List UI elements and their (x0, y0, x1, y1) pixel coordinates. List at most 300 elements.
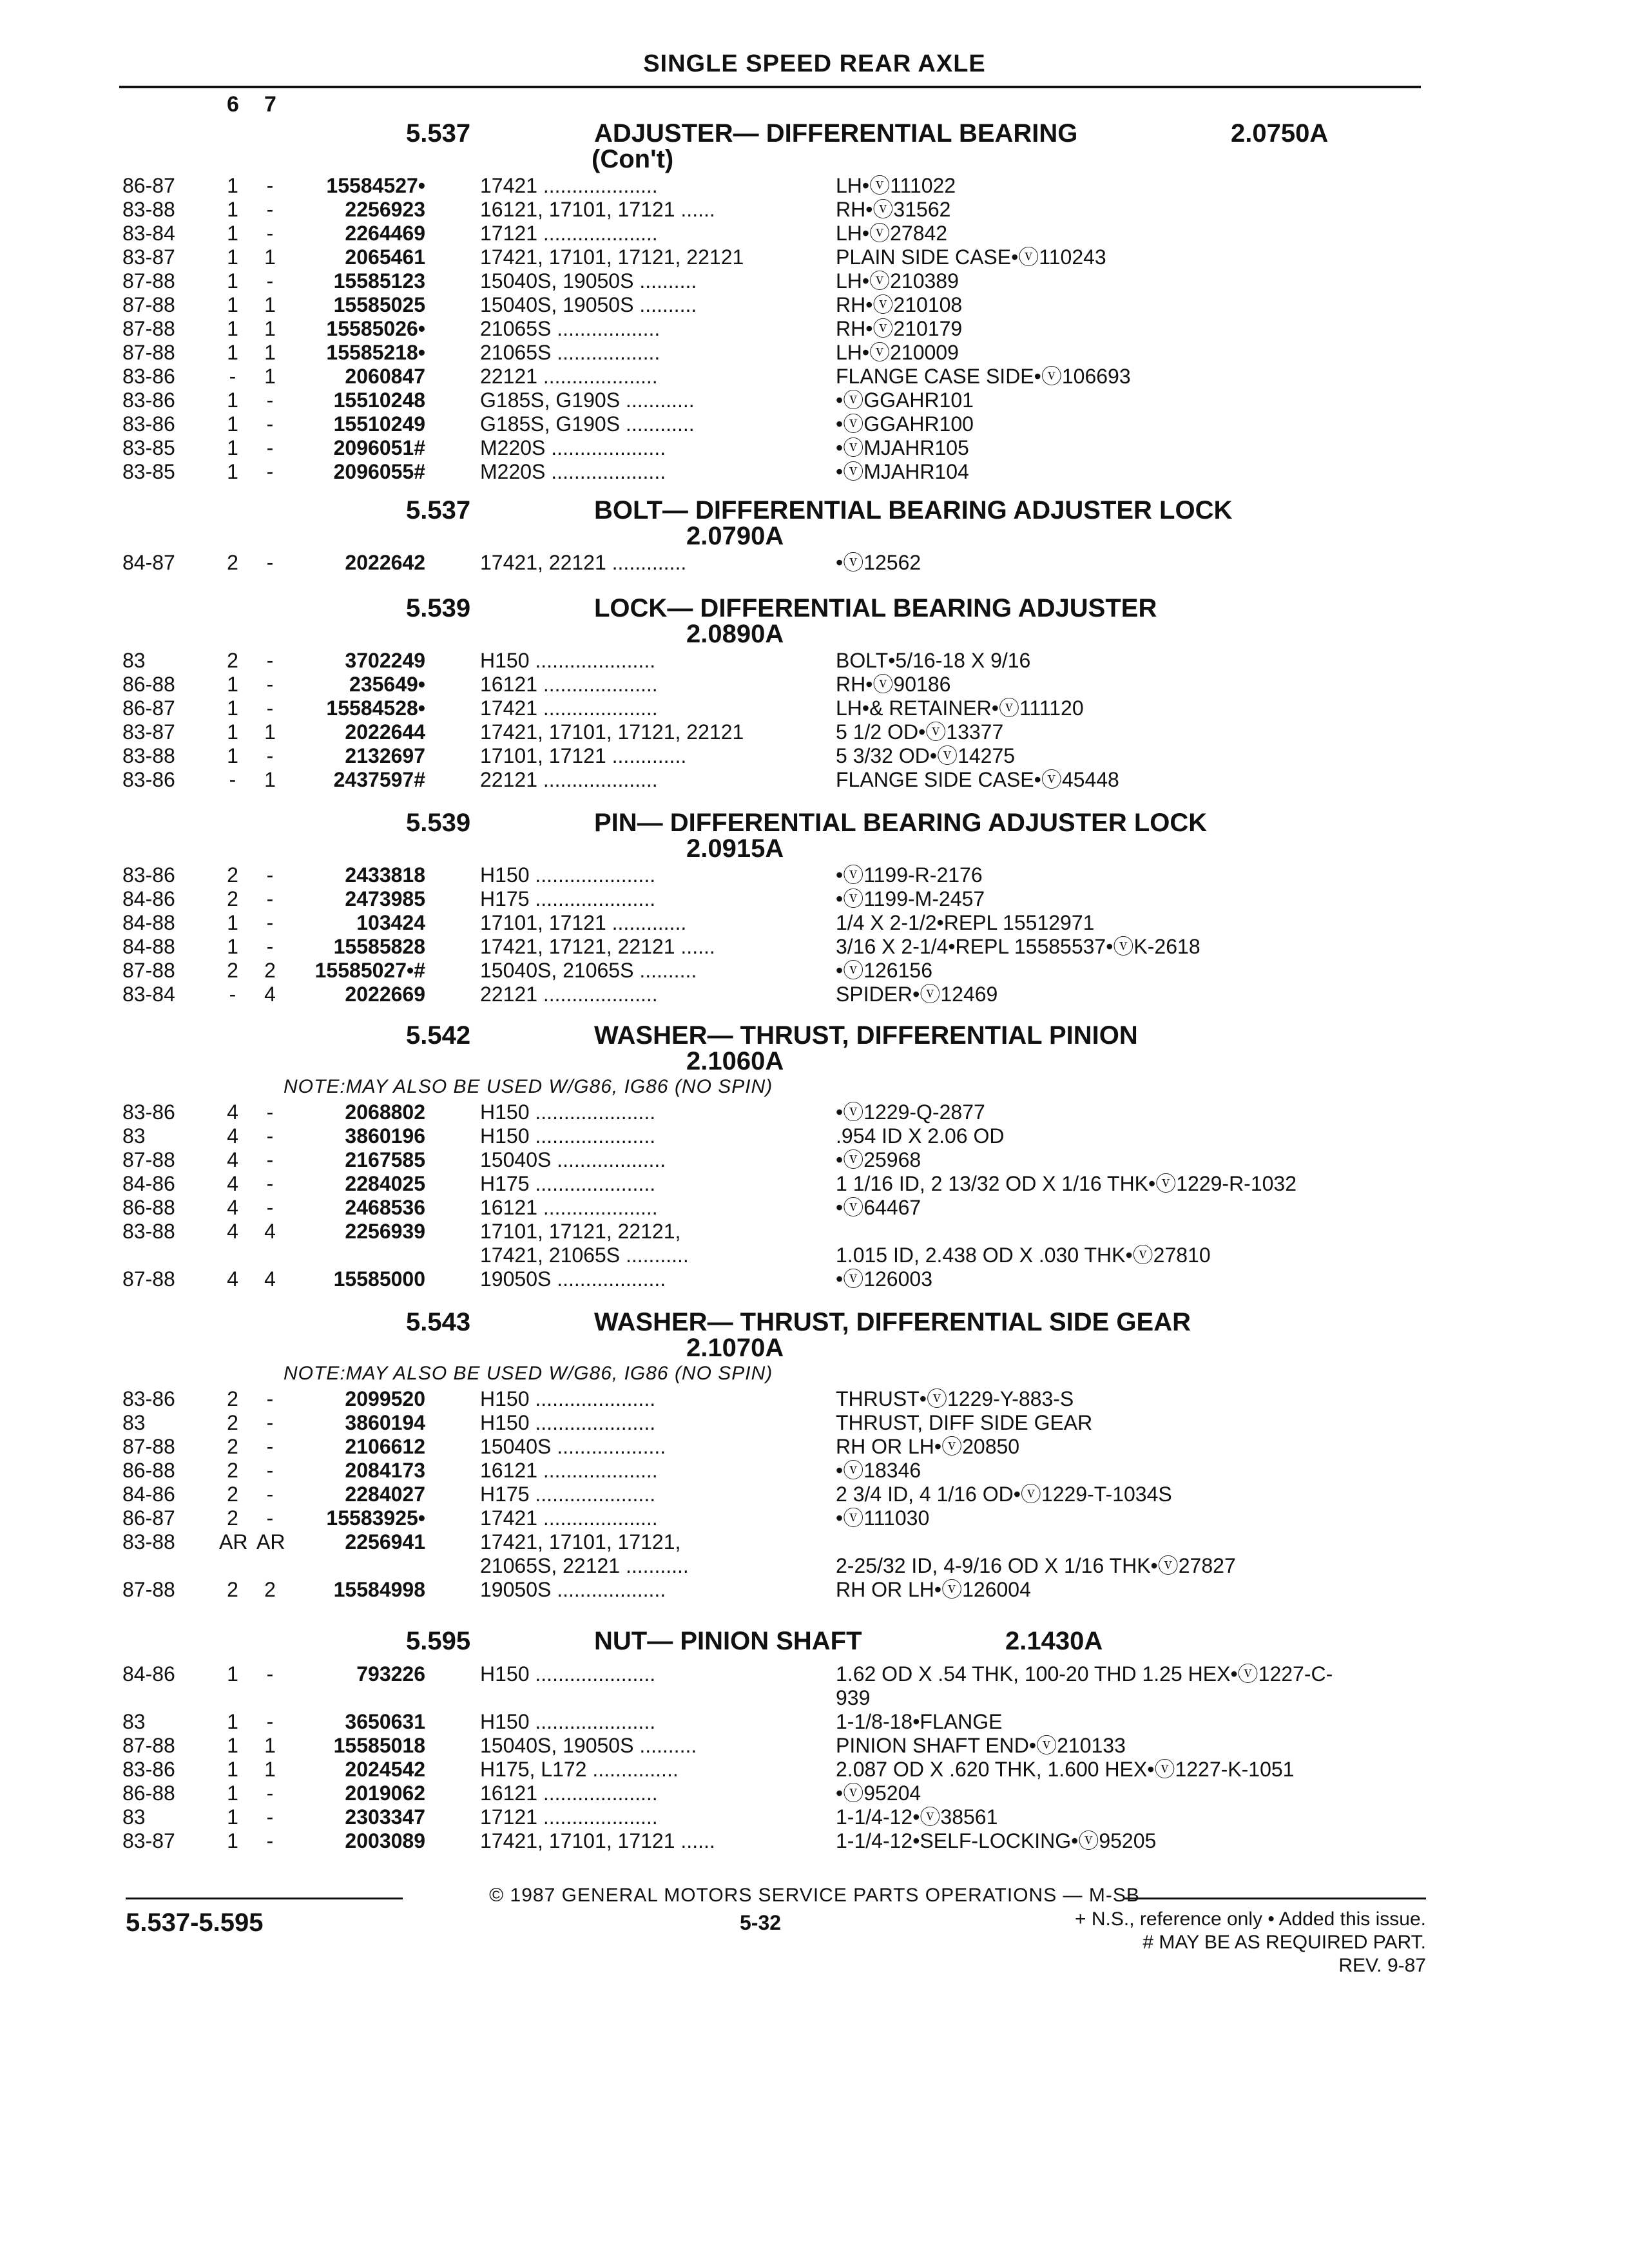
part-row (0, 697, 1629, 720)
qty-col7: 1 (264, 341, 276, 364)
model-years: 84-88 (122, 935, 175, 958)
qty-col6: 1 (227, 911, 238, 934)
part-description: •ⓥ1199-R-2176 (836, 863, 983, 887)
part-number: 235649• (349, 673, 425, 696)
model-years: 83-84 (122, 222, 175, 245)
qty-col6: 1 (227, 245, 238, 269)
part-description: RH•ⓥ210108 (836, 293, 963, 316)
section-note: NOTE:MAY ALSO BE USED W/G86, IG86 (NO SPIN) (284, 1076, 773, 1097)
qty-col7: 2 (264, 1578, 276, 1601)
part-row (0, 1220, 1629, 1244)
part-row (0, 863, 1629, 887)
qty-col6: AR (219, 1530, 248, 1553)
qty-col7: - (266, 198, 274, 221)
part-description: THRUST, DIFF SIDE GEAR (836, 1411, 1093, 1434)
part-number: 2468536 (345, 1196, 425, 1219)
model-years: 83-86 (122, 412, 175, 436)
qty-col6: 4 (227, 1196, 238, 1219)
part-description: LH•ⓥ111022 (836, 174, 956, 197)
footer-legend-required: # MAY BE AS REQUIRED PART. (1142, 1932, 1426, 1953)
section-code-line: 2.0790A (686, 522, 784, 550)
part-row (0, 1686, 1629, 1710)
part-number: 2022644 (345, 720, 425, 744)
footer-legend-ns: + N.S., reference only • Added this issue. (1075, 1908, 1426, 1930)
model-years: 83-86 (122, 863, 175, 887)
model-years: 83-86 (122, 389, 175, 412)
part-row (0, 412, 1629, 436)
section-title: WASHER— THRUST, DIFFERENTIAL PINION (594, 1021, 1138, 1050)
section-code-line: 2.1070A (686, 1334, 784, 1362)
qty-col7: 2 (264, 959, 276, 982)
application-models: G185S, G190S ............ (480, 389, 695, 412)
qty-col7: - (266, 863, 274, 887)
section-note: NOTE:MAY ALSO BE USED W/G86, IG86 (NO SPIN) (284, 1363, 773, 1384)
part-row (0, 1459, 1629, 1483)
part-description: •ⓥ12562 (836, 551, 921, 574)
qty-col7: - (266, 1196, 274, 1219)
application-models: H175 ..................... (480, 887, 656, 910)
model-years: 86-88 (122, 1196, 175, 1219)
qty-col6: 4 (227, 1148, 238, 1171)
qty-col7: - (266, 1483, 274, 1506)
part-number: 2473985 (345, 887, 425, 910)
part-description: 1.015 ID, 2.438 OD X .030 THK•ⓥ27810 (836, 1244, 1211, 1267)
application-models: 17421, 17101, 17121, (480, 1530, 681, 1553)
qty-col7: 1 (264, 1758, 276, 1781)
part-number: 15585828 (333, 935, 425, 958)
part-row (0, 1196, 1629, 1220)
qty-col6: 1 (227, 269, 238, 293)
part-number: 2106612 (345, 1435, 425, 1458)
qty-col7: 1 (264, 365, 276, 388)
qty-col7: - (266, 1124, 274, 1148)
part-description: LH•ⓥ210389 (836, 269, 959, 293)
application-models: 15040S ................... (480, 1148, 666, 1171)
part-row (0, 1829, 1629, 1853)
part-number: 2256939 (345, 1220, 425, 1243)
qty-col7: 1 (264, 317, 276, 340)
qty-col7: - (266, 460, 274, 483)
qty-col7: - (266, 1411, 274, 1434)
application-models: M220S .................... (480, 460, 666, 483)
model-years: 87-88 (122, 1578, 175, 1601)
qty-col7: - (266, 673, 274, 696)
application-models: 17421, 17101, 17121 ...... (480, 1829, 715, 1852)
part-description: BOLT•5/16-18 X 9/16 (836, 649, 1031, 672)
part-number: 15584998 (333, 1578, 425, 1601)
model-years: 83 (122, 649, 146, 672)
model-years: 87-88 (122, 317, 175, 340)
model-years: 83 (122, 1805, 146, 1829)
section-code-line: 2.0890A (686, 620, 784, 648)
part-row (0, 768, 1629, 792)
qty-col7: - (266, 1172, 274, 1195)
application-models: H150 ..................... (480, 1662, 656, 1686)
section-title: ADJUSTER— DIFFERENTIAL BEARING (594, 119, 1078, 148)
part-row (0, 1530, 1629, 1554)
qty-col7: - (266, 1662, 274, 1686)
part-row (0, 959, 1629, 983)
application-models: 22121 .................... (480, 768, 658, 791)
part-description: •ⓥ18346 (836, 1459, 921, 1482)
qty-col6: 1 (227, 720, 238, 744)
application-models: M220S .................... (480, 436, 666, 459)
model-years: 87-88 (122, 959, 175, 982)
part-row (0, 269, 1629, 293)
qty-col7: - (266, 697, 274, 720)
application-models: H150 ..................... (480, 863, 656, 887)
model-years: 83-88 (122, 744, 175, 767)
model-years: 83 (122, 1124, 146, 1148)
section-title: LOCK— DIFFERENTIAL BEARING ADJUSTER (594, 594, 1157, 622)
model-years: 83-88 (122, 198, 175, 221)
application-models: 17421, 17101, 17121, 22121 (480, 245, 744, 269)
part-description: FLANGE CASE SIDE•ⓥ106693 (836, 365, 1131, 388)
section-number: 5.537 (406, 119, 471, 148)
part-description: 5 3/32 OD•ⓥ14275 (836, 744, 1016, 767)
qty-col6: 1 (227, 935, 238, 958)
application-models: 16121 .................... (480, 1782, 658, 1805)
qty-col7: - (266, 1387, 274, 1410)
qty-col6: 1 (227, 1662, 238, 1686)
application-models: 17421, 17121, 22121 ...... (480, 935, 715, 958)
part-description: 1/4 X 2-1/2•REPL 15512971 (836, 911, 1095, 934)
part-row (0, 436, 1629, 460)
top-rule (119, 86, 1421, 88)
footer-section-range: 5.537-5.595 (126, 1908, 264, 1937)
qty-col6: 1 (227, 1758, 238, 1781)
qty-col6: 2 (227, 1411, 238, 1434)
model-years: 87-88 (122, 293, 175, 316)
section-number: 5.539 (406, 594, 471, 622)
part-description: 1-1/4-12•SELF-LOCKING•ⓥ95205 (836, 1829, 1157, 1852)
qty-col6: 1 (227, 174, 238, 197)
part-number: 15585018 (333, 1734, 425, 1757)
part-row (0, 1244, 1629, 1267)
qty-col6: 1 (227, 222, 238, 245)
model-years: 86-88 (122, 1459, 175, 1482)
qty-col7: - (266, 744, 274, 767)
qty-col7: 4 (264, 1267, 276, 1291)
section-code-line: 2.0915A (686, 834, 784, 863)
part-row (0, 1782, 1629, 1805)
section-number: 5.542 (406, 1021, 471, 1050)
part-description: .954 ID X 2.06 OD (836, 1124, 1005, 1148)
part-number: 15510248 (333, 389, 425, 412)
part-number: 15585027•# (314, 959, 425, 982)
part-number: 2019062 (345, 1782, 425, 1805)
qty-col6: 1 (227, 460, 238, 483)
part-description: FLANGE SIDE CASE•ⓥ45448 (836, 768, 1119, 791)
model-years: 87-88 (122, 341, 175, 364)
application-models: 16121, 17101, 17121 ...... (480, 198, 715, 221)
application-models: 15040S ................... (480, 1435, 666, 1458)
model-years: 83-84 (122, 983, 175, 1006)
part-row (0, 1662, 1629, 1686)
qty-col7: - (266, 911, 274, 934)
application-models: H150 ..................... (480, 1387, 656, 1410)
section-code: 2.0750A (1231, 119, 1329, 148)
part-description: 1-1/4-12•ⓥ38561 (836, 1805, 998, 1829)
qty-col6: 1 (227, 1829, 238, 1852)
application-models: 17421 .................... (480, 697, 658, 720)
qty-col6: 4 (227, 1267, 238, 1291)
application-models: 17421, 21065S ........... (480, 1244, 689, 1267)
application-models: 17121 .................... (480, 1805, 658, 1829)
part-description: PINION SHAFT END•ⓥ210133 (836, 1734, 1126, 1757)
application-models: 17421 .................... (480, 174, 658, 197)
part-description: •ⓥ126156 (836, 959, 932, 982)
qty-col7: - (266, 222, 274, 245)
part-description: •ⓥ1199-M-2457 (836, 887, 985, 910)
part-row (0, 983, 1629, 1006)
part-number: 2256941 (345, 1530, 425, 1553)
part-number: 2284025 (345, 1172, 425, 1195)
part-row (0, 720, 1629, 744)
qty-col6: 2 (227, 863, 238, 887)
qty-col6: 1 (227, 1805, 238, 1829)
model-years: 83-85 (122, 460, 175, 483)
part-description: •ⓥ111030 (836, 1506, 930, 1530)
model-years: 83-88 (122, 1530, 175, 1553)
qty-col7: 1 (264, 293, 276, 316)
model-years: 84-87 (122, 551, 175, 574)
part-row (0, 222, 1629, 245)
part-row (0, 1172, 1629, 1196)
part-description: 1 1/16 ID, 2 13/32 OD X 1/16 THK•ⓥ1229-R-1032 (836, 1172, 1297, 1195)
part-row (0, 198, 1629, 222)
part-row (0, 1710, 1629, 1734)
part-description: •ⓥ25968 (836, 1148, 921, 1171)
part-row (0, 1805, 1629, 1829)
part-number: 2437597# (333, 768, 425, 791)
model-years: 84-86 (122, 1172, 175, 1195)
part-row (0, 1758, 1629, 1782)
qty-col6: 1 (227, 1734, 238, 1757)
part-number: 2303347 (345, 1805, 425, 1829)
application-models: 21065S, 22121 ........... (480, 1554, 689, 1577)
qty-col7: - (266, 412, 274, 436)
model-years: 83-86 (122, 768, 175, 791)
application-models: H150 ..................... (480, 1100, 656, 1124)
qty-col6: 4 (227, 1172, 238, 1195)
part-number: 2284027 (345, 1483, 425, 1506)
part-description: •ⓥGGAHR100 (836, 412, 974, 436)
part-description: 2.087 OD X .620 THK, 1.600 HEX•ⓥ1227-K-1051 (836, 1758, 1295, 1781)
qty-col6: 4 (227, 1124, 238, 1148)
model-years: 83-87 (122, 1829, 175, 1852)
qty-col7: - (266, 174, 274, 197)
part-number: 2003089 (345, 1829, 425, 1852)
part-row (0, 1387, 1629, 1411)
part-row (0, 935, 1629, 959)
part-row (0, 1483, 1629, 1506)
column-7-label: 7 (264, 92, 276, 117)
part-description: 939 (836, 1686, 871, 1709)
qty-col6: 2 (227, 1506, 238, 1530)
part-number: 2065461 (345, 245, 425, 269)
part-description: •ⓥ126003 (836, 1267, 932, 1291)
application-models: H150 ..................... (480, 1411, 656, 1434)
application-models: 16121 .................... (480, 1196, 658, 1219)
qty-col6: 2 (227, 1435, 238, 1458)
part-number: 2099520 (345, 1387, 425, 1410)
application-models: H150 ..................... (480, 1124, 656, 1148)
column-6-label: 6 (227, 92, 239, 117)
part-number: 15583925• (326, 1506, 425, 1530)
model-years: 83-86 (122, 1387, 175, 1410)
part-description: •ⓥ64467 (836, 1196, 921, 1219)
qty-col6: 1 (227, 1782, 238, 1805)
section-title: PIN— DIFFERENTIAL BEARING ADJUSTER LOCK (594, 809, 1208, 837)
part-description: •ⓥ1229-Q-2877 (836, 1100, 985, 1124)
part-number: 15585123 (333, 269, 425, 293)
application-models: 17421, 17101, 17121, 22121 (480, 720, 744, 744)
section-code: 2.1430A (1005, 1627, 1103, 1655)
part-number: 3860194 (345, 1411, 425, 1434)
qty-col6: - (229, 768, 236, 791)
part-row (0, 887, 1629, 911)
part-row (0, 174, 1629, 198)
application-models: 19050S ................... (480, 1267, 666, 1291)
application-models: 17421, 22121 ............. (480, 551, 687, 574)
qty-col7: - (266, 436, 274, 459)
part-row (0, 1578, 1629, 1602)
part-row (0, 1100, 1629, 1124)
footer-revision: REV. 9-87 (1338, 1955, 1426, 1976)
application-models: H150 ..................... (480, 649, 656, 672)
model-years: 83-85 (122, 436, 175, 459)
qty-col6: 2 (227, 1459, 238, 1482)
application-models: 15040S, 19050S .......... (480, 293, 697, 316)
model-years: 84-86 (122, 1483, 175, 1506)
part-description: LH•& RETAINER•ⓥ111120 (836, 697, 1084, 720)
part-number: 15584528• (326, 697, 425, 720)
part-row (0, 673, 1629, 697)
qty-col7: 1 (264, 1734, 276, 1757)
model-years: 83-88 (122, 1220, 175, 1243)
model-years: 86-87 (122, 697, 175, 720)
section-code-line: 2.1060A (686, 1047, 784, 1075)
section-title: WASHER— THRUST, DIFFERENTIAL SIDE GEAR (594, 1308, 1191, 1336)
part-number: 2096055# (333, 460, 425, 483)
qty-col7: - (266, 389, 274, 412)
application-models: 17101, 17121 ............. (480, 911, 687, 934)
qty-col7: - (266, 935, 274, 958)
model-years: 83-86 (122, 365, 175, 388)
application-models: 15040S, 19050S .......... (480, 1734, 697, 1757)
part-row (0, 317, 1629, 341)
part-number: 2256923 (345, 198, 425, 221)
qty-col6: 1 (227, 744, 238, 767)
part-number: 15585218• (326, 341, 425, 364)
model-years: 87-88 (122, 1734, 175, 1757)
part-number: 2024542 (345, 1758, 425, 1781)
qty-col6: 1 (227, 341, 238, 364)
part-number: 15585000 (333, 1267, 425, 1291)
part-description: 2 3/4 ID, 4 1/16 OD•ⓥ1229-T-1034S (836, 1483, 1172, 1506)
part-row (0, 1148, 1629, 1172)
part-description: •ⓥMJAHR104 (836, 460, 969, 483)
part-row (0, 245, 1629, 269)
part-row (0, 911, 1629, 935)
section-title: BOLT— DIFFERENTIAL BEARING ADJUSTER LOCK (594, 496, 1233, 524)
application-models: 22121 .................... (480, 983, 658, 1006)
qty-col6: 1 (227, 697, 238, 720)
part-number: 3702249 (345, 649, 425, 672)
model-years: 83-86 (122, 1758, 175, 1781)
section-number: 5.543 (406, 1308, 471, 1336)
part-description: SPIDER•ⓥ12469 (836, 983, 998, 1006)
part-number: 103424 (356, 911, 425, 934)
part-row (0, 365, 1629, 389)
model-years: 84-86 (122, 1662, 175, 1686)
part-number: 15584527• (326, 174, 425, 197)
application-models: 15040S, 19050S .......... (480, 269, 697, 293)
part-number: 15585026• (326, 317, 425, 340)
page-title: SINGLE SPEED REAR AXLE (643, 50, 986, 77)
qty-col6: 2 (227, 887, 238, 910)
part-description: 5 1/2 OD•ⓥ13377 (836, 720, 1004, 744)
application-models: 15040S, 21065S .......... (480, 959, 697, 982)
qty-col7: - (266, 1805, 274, 1829)
model-years: 83-87 (122, 245, 175, 269)
part-number: 2096051# (333, 436, 425, 459)
part-description: •ⓥMJAHR105 (836, 436, 969, 459)
qty-col6: 2 (227, 1483, 238, 1506)
qty-col7: - (266, 1148, 274, 1171)
section-number: 5.539 (406, 809, 471, 837)
qty-col6: 1 (227, 1710, 238, 1733)
part-number: 2068802 (345, 1100, 425, 1124)
qty-col7: 1 (264, 768, 276, 791)
model-years: 83 (122, 1411, 146, 1434)
application-models: 17121 .................... (480, 222, 658, 245)
application-models: 17421 .................... (480, 1506, 658, 1530)
part-row (0, 1411, 1629, 1435)
model-years: 86-87 (122, 174, 175, 197)
model-years: 84-88 (122, 911, 175, 934)
qty-col6: 2 (227, 1387, 238, 1410)
model-years: 86-87 (122, 1506, 175, 1530)
part-number: 15585025 (333, 293, 425, 316)
part-number: 15510249 (333, 412, 425, 436)
part-number: 2132697 (345, 744, 425, 767)
part-number: 2264469 (345, 222, 425, 245)
section-title: NUT— PINION SHAFT (594, 1627, 862, 1655)
model-years: 83 (122, 1710, 146, 1733)
qty-col7: - (266, 1435, 274, 1458)
part-number: 2433818 (345, 863, 425, 887)
part-description: RH OR LH•ⓥ126004 (836, 1578, 1031, 1601)
model-years: 87-88 (122, 1267, 175, 1291)
qty-col6: 2 (227, 649, 238, 672)
model-years: 84-86 (122, 887, 175, 910)
qty-col7: - (266, 1459, 274, 1482)
model-years: 83-86 (122, 1100, 175, 1124)
qty-col7: - (266, 1710, 274, 1733)
part-description: THRUST•ⓥ1229-Y-883-S (836, 1387, 1074, 1410)
application-models: 16121 .................... (480, 1459, 658, 1482)
section-code-line: (Con't) (592, 145, 674, 173)
qty-col7: 4 (264, 1220, 276, 1243)
part-description: 2-25/32 ID, 4-9/16 OD X 1/16 THK•ⓥ27827 (836, 1554, 1236, 1577)
part-number: 3650631 (345, 1710, 425, 1733)
part-description: 3/16 X 2-1/4•REPL 15585537•ⓥK-2618 (836, 935, 1200, 958)
application-models: 16121 .................... (480, 673, 658, 696)
part-description: RH•ⓥ210179 (836, 317, 963, 340)
footer-page-number: 5-32 (740, 1911, 782, 1934)
